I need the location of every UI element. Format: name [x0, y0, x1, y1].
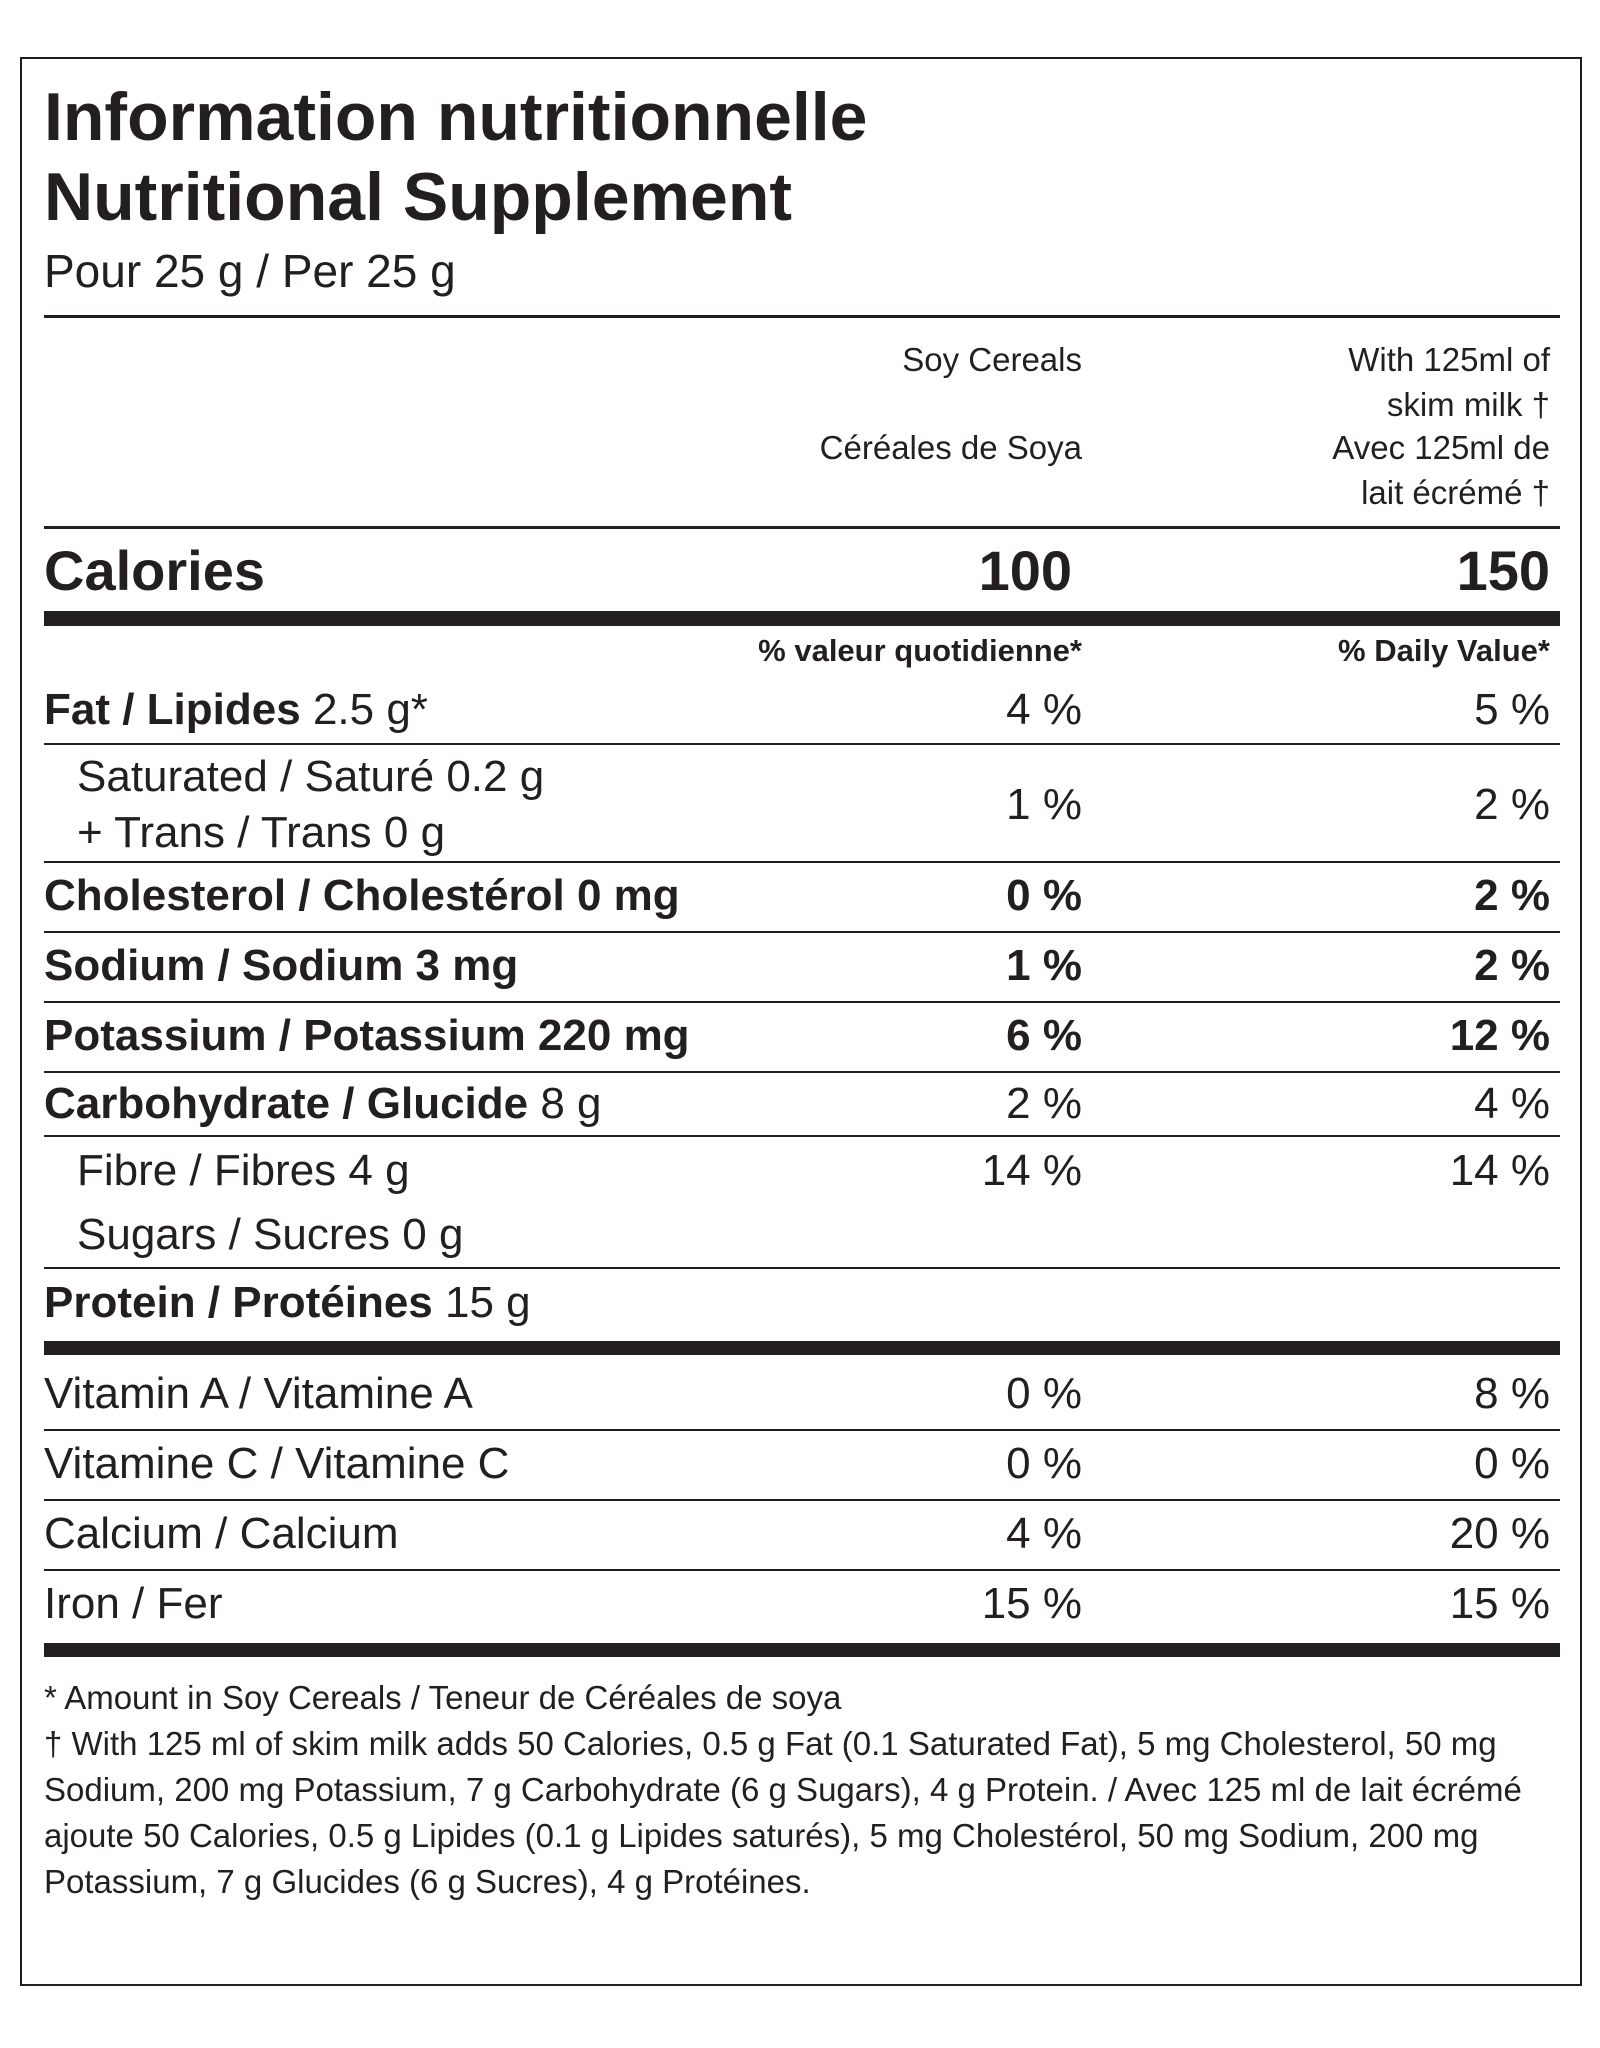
- column-header-with-milk-fr-1: Avec 125ml de: [1332, 429, 1550, 466]
- daily-value-with-milk: 2 %: [1474, 941, 1550, 990]
- serving-size: Pour 25 g / Per 25 g: [44, 245, 456, 297]
- daily-value-header-en: % Daily Value*: [1338, 633, 1550, 668]
- daily-value-with-milk: 2 %: [1474, 871, 1550, 920]
- divider: [44, 1499, 1560, 1501]
- footnote-asterisk: * Amount in Soy Cereals / Teneur de Céréales de soya: [44, 1679, 842, 1716]
- nutrient-name: Fat / Lipides: [44, 685, 301, 734]
- thick-divider: [44, 1341, 1560, 1355]
- divider: [44, 861, 1560, 863]
- nutrition-facts-label: [20, 57, 1582, 1986]
- daily-value-soy-cereals: 1 %: [1006, 780, 1082, 829]
- daily-value-soy-cereals: 1 %: [1006, 941, 1082, 990]
- calories-row: [44, 539, 1560, 603]
- daily-value-with-milk: 5 %: [1474, 685, 1550, 734]
- daily-value-with-milk: 2 %: [1474, 780, 1550, 829]
- nutrient-amount: 15 g: [445, 1278, 531, 1327]
- nutrient-row-potassium: [44, 1005, 1560, 1067]
- footnotes: [44, 1675, 1560, 1905]
- nutrient-row-saturated-trans: [44, 749, 1560, 861]
- divider: [44, 526, 1560, 529]
- nutrient-amount: 2.5 g*: [312, 685, 428, 734]
- divider: [44, 743, 1560, 745]
- daily-value-soy-cereals: 0 %: [1006, 871, 1082, 920]
- title-english: Nutritional Supplement: [44, 159, 792, 235]
- column-header-with-milk-en-2: skim milk †: [1386, 386, 1550, 423]
- nutrient-row-sodium: [44, 935, 1560, 997]
- title-french: Information nutritionnelle: [44, 79, 868, 155]
- vitamin-name: Vitamin A / Vitamine A: [44, 1369, 473, 1418]
- column-header-soy-cereals-fr: Céréales de Soya: [819, 429, 1082, 466]
- calories-with-milk: 150: [1456, 539, 1550, 602]
- column-header-soy-cereals-en: Soy Cereals: [902, 341, 1082, 378]
- nutrient-row-protein: [44, 1271, 1560, 1335]
- nutrient-name-trans: + Trans / Trans 0 g: [77, 808, 446, 857]
- nutrient-name: Cholesterol / Cholestérol 0 mg: [44, 871, 680, 920]
- divider: [44, 1001, 1560, 1003]
- daily-value-with-milk: 20 %: [1449, 1509, 1550, 1558]
- divider: [44, 1429, 1560, 1431]
- divider: [44, 1569, 1560, 1571]
- nutrient-name: Carbohydrate / Glucide: [44, 1079, 529, 1128]
- vitamin-row-vitamin-a: [44, 1363, 1560, 1425]
- footnote-dagger: † With 125 ml of skim milk adds 50 Calories, 0.5 g Fat (0.1 Saturated Fat), 5 mg Cholesterol, 50 mg Sodium, 200 mg Potassium, 7 g Carbohydrate (6 g Sugars), 4 g Protein. / Avec 125 ml de lait écrémé ajoute 50 Calories, 0.5 g Lipides (0.1 g Lipides saturés), 5 mg Cholestérol, 50 mg Sodium, 200 mg Potassium, 7 g Glucides (6 g Sucres), 4 g Protéines.: [44, 1725, 1522, 1900]
- nutrient-name: Protein / Protéines: [44, 1278, 433, 1327]
- daily-value-soy-cereals: 6 %: [1006, 1011, 1082, 1060]
- daily-value-soy-cereals: 4 %: [1006, 1509, 1082, 1558]
- nutrient-name: Sodium / Sodium 3 mg: [44, 941, 519, 990]
- daily-value-with-milk: 0 %: [1474, 1439, 1550, 1488]
- divider: [44, 1135, 1560, 1137]
- nutrient-row-fibre-sugars: [44, 1139, 1560, 1265]
- nutrient-row-cholesterol: [44, 865, 1560, 927]
- nutrient-name: Potassium / Potassium 220 mg: [44, 1011, 690, 1060]
- divider: [44, 931, 1560, 933]
- divider: [44, 315, 1560, 318]
- daily-value-with-milk: 8 %: [1474, 1369, 1550, 1418]
- daily-value-with-milk: 4 %: [1474, 1079, 1550, 1128]
- nutrient-name-saturated: Saturated / Saturé 0.2 g: [77, 752, 545, 801]
- vitamin-name: Vitamine C / Vitamine C: [44, 1439, 510, 1488]
- thick-divider: [44, 611, 1560, 626]
- calories-soy-cereals: 100: [978, 539, 1072, 602]
- nutrient-name-fibre: Fibre / Fibres 4 g: [77, 1146, 410, 1195]
- daily-value-with-milk: 12 %: [1449, 1011, 1550, 1060]
- nutrient-amount: 8 g: [540, 1079, 602, 1128]
- daily-value-soy-cereals: 14 %: [981, 1146, 1082, 1195]
- nutrient-row-carbohydrate: [44, 1075, 1560, 1133]
- daily-value-soy-cereals: 0 %: [1006, 1369, 1082, 1418]
- daily-value-header-fr: % valeur quotidienne*: [758, 633, 1082, 668]
- nutrient-row-fat: [44, 681, 1560, 739]
- daily-value-with-milk: 14 %: [1449, 1146, 1550, 1195]
- daily-value-soy-cereals: 15 %: [981, 1579, 1082, 1628]
- daily-value-soy-cereals: 4 %: [1006, 685, 1082, 734]
- divider: [44, 1071, 1560, 1073]
- calories-label: Calories: [44, 539, 265, 602]
- daily-value-with-milk: 15 %: [1449, 1579, 1550, 1628]
- mineral-name: Calcium / Calcium: [44, 1509, 399, 1558]
- daily-value-soy-cereals: 2 %: [1006, 1079, 1082, 1128]
- divider: [44, 1267, 1560, 1269]
- mineral-row-calcium: [44, 1503, 1560, 1565]
- mineral-name: Iron / Fer: [44, 1579, 223, 1628]
- daily-value-soy-cereals: 0 %: [1006, 1439, 1082, 1488]
- nutrient-name-sugars: Sugars / Sucres 0 g: [77, 1210, 464, 1259]
- thick-divider: [44, 1643, 1560, 1657]
- column-header-with-milk-en-1: With 125ml of: [1348, 341, 1550, 378]
- column-header-with-milk-fr-2: lait écrémé †: [1361, 474, 1550, 511]
- vitamin-row-vitamin-c: [44, 1433, 1560, 1495]
- mineral-row-iron: [44, 1573, 1560, 1635]
